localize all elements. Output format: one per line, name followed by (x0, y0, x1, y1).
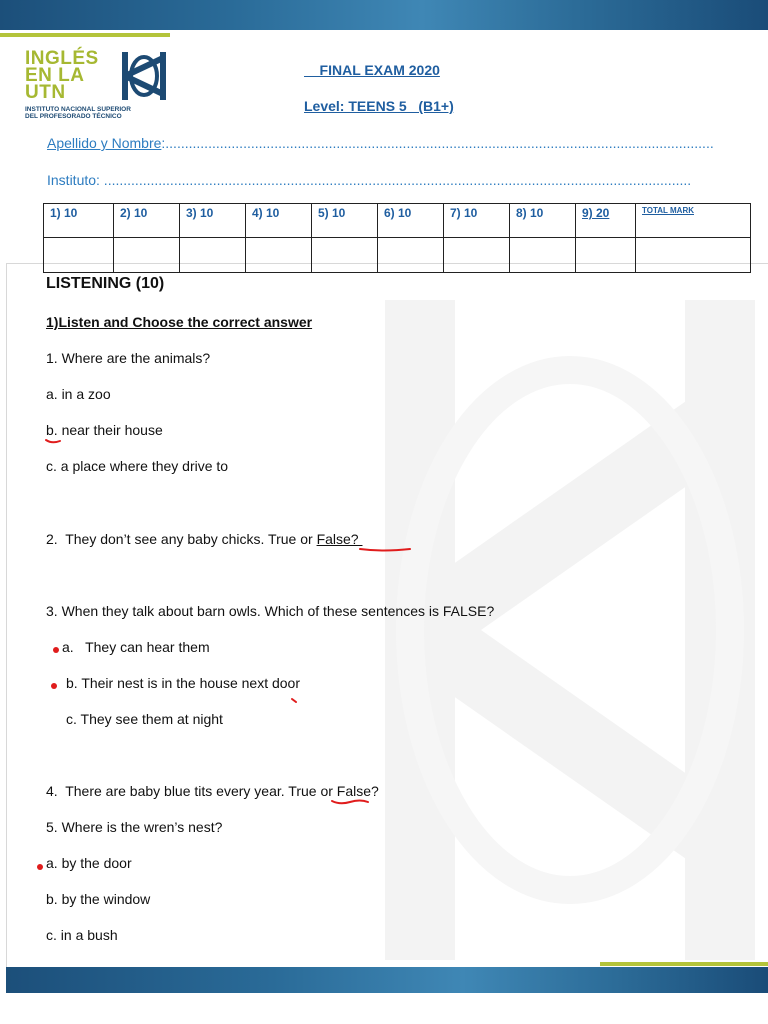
mark-cell-4[interactable] (246, 238, 312, 273)
mark-cell-6[interactable] (378, 238, 444, 273)
logo-line-2: EN LA (25, 65, 85, 86)
mark-header-9: 9) 20 (576, 204, 636, 238)
institution-logo (25, 50, 177, 126)
bottom-accent-line (600, 962, 768, 966)
question-4 (46, 783, 379, 799)
q3-option-c: c. They see them at night (66, 711, 223, 727)
mark-cell-3[interactable] (180, 238, 246, 273)
q1-option-a: a. in a zoo (46, 386, 111, 402)
mark-header-7: 7) 10 (444, 204, 510, 238)
section-title: LISTENING (10) (46, 275, 165, 292)
utn-emblem-icon (117, 50, 171, 102)
logo-line-3: UTN (25, 82, 66, 103)
q1-option-b (46, 422, 163, 438)
question-5: 5. Where is the wren’s nest? (46, 819, 223, 835)
mark-cell-9[interactable] (576, 238, 636, 273)
question-1: 1. Where are the animals? (46, 350, 211, 366)
q5-option-c: c. in a bush (46, 927, 118, 943)
q3-option-a: a. They can hear them (62, 639, 210, 655)
q5-option-b: b. by the window (46, 891, 151, 907)
mark-cell-8[interactable] (510, 238, 576, 273)
logo-subtitle-2: DEL PROFESORADO TÉCNICO (25, 113, 122, 120)
q3-small-mark (290, 697, 300, 705)
q5-a-mark (37, 864, 43, 870)
q4-answer-underline-mark (330, 798, 372, 808)
mark-header-total: TOTAL MARK (636, 204, 751, 238)
question-2-text: 2. They don’t see any baby chicks. True or (46, 531, 317, 547)
question-4-answer: True (288, 783, 317, 799)
mark-header-1: 1) 10 (44, 204, 114, 238)
name-field-label: Apellido y Nombre (47, 135, 162, 151)
question-4-text: 4. There are baby blue tits every year. (46, 783, 289, 799)
question-3: 3. When they talk about barn owls. Which of these sentences is FALSE? (46, 603, 495, 619)
mark-header-6: 6) 10 (378, 204, 444, 238)
mark-header-2: 2) 10 (114, 204, 180, 238)
marks-table (43, 203, 751, 273)
mark-header-4: 4) 10 (246, 204, 312, 238)
top-banner (0, 0, 768, 30)
logo-subtitle-1: INSTITUTO NACIONAL SUPERIOR (25, 106, 131, 113)
exam-level: Level: TEENS 5 (B1+) (304, 98, 454, 114)
name-field-dots: :............................................................................................................................................. (161, 135, 714, 151)
q1-option-b-letter: b. (46, 422, 58, 438)
mark-header-3: 3) 10 (180, 204, 246, 238)
q5-option-a: a. by the door (46, 855, 132, 871)
q3-b-mark (51, 683, 57, 689)
mark-cell-1[interactable] (44, 238, 114, 273)
q1-option-c: c. a place where they drive to (46, 458, 229, 474)
q1-b-underline-mark (44, 437, 64, 445)
q2-answer-underline-mark (358, 546, 414, 554)
question-2 (46, 531, 362, 547)
exam-title: FINAL EXAM 2020 (304, 62, 440, 78)
bottom-banner (6, 967, 768, 993)
mark-cell-5[interactable] (312, 238, 378, 273)
logo-line-1: INGLÉS (25, 48, 99, 69)
institute-field[interactable]: Instituto: ....................................................................................................................................................... (47, 172, 692, 188)
mark-header-8: 8) 10 (510, 204, 576, 238)
watermark-emblem (300, 300, 768, 960)
question-2-answer: False? (316, 531, 363, 547)
question-4-rest: or False? (316, 783, 379, 799)
name-field[interactable] (47, 135, 717, 151)
mark-cell-7[interactable] (444, 238, 510, 273)
q3-option-b: b. Their nest is in the house next door (66, 675, 300, 691)
mark-header-5: 5) 10 (312, 204, 378, 238)
q1-option-b-text: near their house (57, 422, 163, 438)
q3-a-mark (53, 647, 59, 653)
instruction: 1)Listen and Choose the correct answer (46, 314, 313, 330)
top-accent-line (0, 33, 170, 37)
mark-cell-total[interactable] (636, 238, 751, 273)
mark-cell-2[interactable] (114, 238, 180, 273)
